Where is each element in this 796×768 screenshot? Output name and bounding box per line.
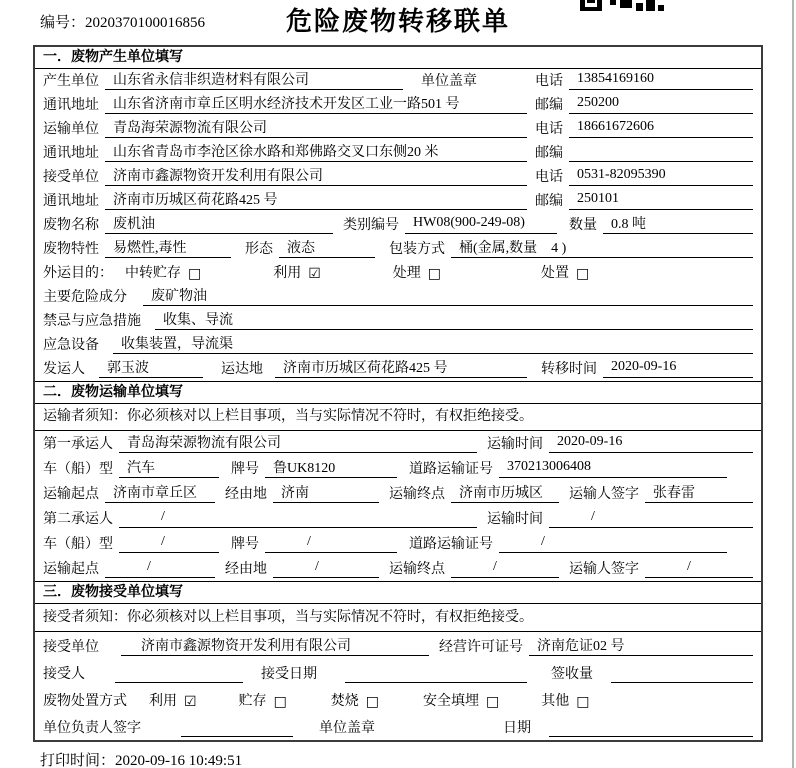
row-head-signature (35, 713, 761, 740)
carrier2-sign-field: / (645, 559, 753, 578)
category-field: HW08(900-249-08) (405, 215, 557, 234)
carrier2-field: / (119, 509, 477, 528)
unit-seal-label: 单位盖章 (421, 74, 477, 89)
option-transfer-storage: 中转贮存 (125, 266, 181, 281)
section3-header: 三．废物接受单位填写 (35, 581, 761, 604)
character-label: 废物特性 (43, 242, 99, 257)
producer-field: 山东省永信非织造材料有限公司 (105, 69, 403, 90)
transporter-zip-field (569, 143, 753, 162)
transport-time-label: 运输时间 (487, 512, 543, 527)
print-time (40, 749, 242, 768)
zip-label: 邮编 (535, 98, 563, 113)
row-carrier2-route (35, 556, 761, 581)
carrier1-end-field: 济南市历城区 (451, 482, 559, 503)
shipper-field: 郭玉波 (99, 357, 203, 378)
row-purpose (35, 261, 761, 285)
transfer-time-field: 2020-09-16 (603, 359, 753, 378)
shipper-label: 发运人 (43, 362, 85, 377)
signed-amount-field (611, 664, 753, 683)
receiver-label: 接受单位 (43, 170, 99, 185)
origin-label: 运输起点 (43, 487, 99, 502)
page-right-edge (792, 0, 794, 768)
head-signature-field (181, 718, 293, 737)
transporter-phone-field: 18661672606 (569, 119, 753, 138)
row-carrier1 (35, 431, 761, 456)
row-carrier1-route (35, 481, 761, 506)
head-signature-label: 单位负责人签字 (43, 721, 141, 736)
accept-date-field (345, 664, 527, 683)
page-title: 危险废物转移联单 (285, 7, 510, 36)
waste-name-field: 废机油 (105, 213, 333, 234)
carrier2-end-field: / (451, 559, 559, 578)
transporter-notice: 运输者须知：你必须核对以上栏目事项，当与实际情况不符时，有权拒绝接受。 (35, 404, 761, 431)
carrier1-vehicle-field: 汽车 (119, 457, 219, 478)
row-waste-name (35, 213, 761, 237)
carrier-sign-label: 运输人签字 (569, 562, 639, 577)
receiver-address-field: 济南市历城区荷花路425 号 (105, 189, 527, 210)
checkbox-use: ☑ (308, 266, 321, 282)
carrier1-plate-field: 鲁UK8120 (265, 457, 397, 478)
transporter-address-field: 山东省青岛市李沧区徐水路和郑佛路交叉口东侧20 米 (105, 141, 527, 162)
receiver-zip-field: 250101 (569, 191, 753, 210)
carrier1-via-field: 济南 (273, 482, 379, 503)
row-accept-unit (35, 632, 761, 659)
vehicle-type-label: 车（船）型 (43, 537, 113, 552)
accept-person-field (115, 664, 243, 683)
transport-time-label: 运输时间 (487, 437, 543, 452)
disposal-method-label: 废物处置方式 (43, 694, 127, 709)
row-producer (35, 69, 761, 93)
vehicle-type-label: 车（船）型 (43, 462, 113, 477)
signed-amount-label: 签收量 (551, 667, 593, 682)
carrier1-time-field: 2020-09-16 (549, 434, 753, 453)
carrier1-label: 第一承运人 (43, 437, 113, 452)
option-dispose: 处置 (541, 266, 570, 281)
transporter-zip-group (535, 142, 753, 162)
carrier2-label: 第二承运人 (43, 512, 113, 527)
via-label: 经由地 (225, 487, 267, 502)
row-producer-address (35, 93, 761, 117)
row-hazard (35, 285, 761, 309)
equipment-label: 应急设备 (43, 338, 99, 353)
carrier2-permit-field: / (499, 534, 727, 553)
category-label: 类别编号 (343, 218, 399, 233)
checkbox-treat: □ (427, 266, 442, 282)
producer-zip-field: 250200 (569, 95, 753, 114)
quantity-field: 0.8 吨 (603, 213, 753, 234)
accept-person-label: 接受人 (43, 667, 85, 682)
carrier-sign-label: 运输人签字 (569, 487, 639, 502)
manifest-form (33, 45, 763, 742)
destination-label: 运达地 (221, 362, 263, 377)
endpoint-label: 运输终点 (389, 487, 445, 502)
origin-label: 运输起点 (43, 562, 99, 577)
phone-label: 电话 (535, 74, 563, 89)
carrier1-field: 青岛海荣源物流有限公司 (119, 432, 477, 453)
hazard-label: 主要危险成分 (43, 290, 127, 305)
date-field (549, 718, 753, 737)
equipment-field: 收集装置，导流渠 (113, 333, 753, 354)
producer-address-field: 山东省济南市章丘区明水经济技术开发区工业一路501 号 (105, 93, 527, 114)
carrier2-vehicle-field: / (119, 534, 219, 553)
character-field: 易燃性,毒性 (105, 237, 231, 258)
option-disposal-incinerate: 焚烧 (330, 694, 359, 709)
section1-body (35, 69, 761, 381)
unit-seal-label: 单位盖章 (319, 721, 375, 736)
transporter-label: 运输单位 (43, 122, 99, 137)
print-time-label: 打印时间： (40, 753, 116, 768)
option-disposal-storage: 贮存 (238, 694, 267, 709)
carrier1-origin-field: 济南市章丘区 (105, 482, 215, 503)
carrier2-origin-field: / (105, 559, 215, 578)
row-accept-person (35, 659, 761, 686)
producer-phone-field: 13854169160 (569, 71, 753, 90)
checkbox-disposal-storage: □ (273, 694, 287, 710)
transporter-field: 青岛海荣源物流有限公司 (105, 117, 527, 138)
accept-unit-label: 接受单位 (43, 640, 99, 655)
section2-body (35, 431, 761, 581)
row-carrier1-vehicle (35, 456, 761, 481)
license-label: 经营许可证号 (439, 640, 523, 655)
row-carrier2 (35, 506, 761, 531)
serial-value: 2020370100016856 (85, 15, 206, 31)
section1-header: 一．废物产生单位填写 (35, 47, 761, 69)
receiver-zip-group (535, 190, 753, 210)
destination-field: 济南市历城区荷花路425 号 (275, 357, 527, 378)
section3-body (35, 632, 761, 740)
checkbox-transfer-storage: □ (188, 266, 202, 282)
print-time-value: 2020-09-16 10:49:51 (115, 753, 243, 768)
taboo-label: 禁忌与应急措施 (43, 314, 141, 329)
receiver-notice: 接受者须知：你必须核对以上栏目事项，当与实际情况不符时，有权拒绝接受。 (35, 604, 761, 632)
row-equipment (35, 333, 761, 357)
row-receiver (35, 165, 761, 189)
row-carrier2-vehicle (35, 531, 761, 556)
option-disposal-use: 利用 (149, 694, 177, 709)
section2-header: 二．废物运输单位填写 (35, 381, 761, 404)
checkbox-disposal-use: ☑ (184, 694, 197, 710)
zip-label: 邮编 (535, 194, 563, 209)
checkbox-disposal-other: □ (576, 694, 590, 710)
row-transporter (35, 117, 761, 141)
zip-label: 邮编 (535, 146, 563, 161)
checkbox-disposal-landfill: □ (486, 694, 500, 710)
via-label: 经由地 (225, 562, 267, 577)
plate-label: 牌号 (231, 462, 259, 477)
receiver-phone-group (535, 166, 753, 186)
row-taboo (35, 309, 761, 333)
endpoint-label: 运输终点 (389, 562, 445, 577)
quantity-label: 数量 (569, 218, 597, 233)
packing-label: 包装方式 (389, 242, 445, 257)
option-use: 利用 (273, 266, 302, 281)
receiver-field: 济南市鑫源物资开发利用有限公司 (105, 165, 527, 186)
option-disposal-other: 其他 (541, 694, 570, 709)
carrier1-permit-field: 370213006408 (499, 459, 727, 478)
purpose-label: 外运目的： (43, 266, 113, 281)
row-receiver-address (35, 189, 761, 213)
transfer-time-label: 转移时间 (541, 362, 597, 377)
address-label: 通讯地址 (43, 146, 99, 161)
transporter-phone-group (535, 118, 753, 138)
form-field: 液态 (279, 237, 375, 258)
row-transporter-address (35, 141, 761, 165)
carrier2-via-field: / (273, 559, 379, 578)
form-label: 形态 (245, 242, 273, 257)
plate-label: 牌号 (231, 537, 259, 552)
row-waste-character (35, 237, 761, 261)
address-label: 通讯地址 (43, 98, 99, 113)
carrier2-time-field: / (549, 509, 753, 528)
phone-label: 电话 (535, 170, 563, 185)
waste-name-label: 废物名称 (43, 218, 99, 233)
taboo-field: 收集、导流 (155, 309, 753, 330)
road-permit-label: 道路运输证号 (409, 462, 493, 477)
producer-zip-group (535, 94, 753, 114)
producer-phone-group (535, 70, 753, 90)
qr-code-icon (580, 0, 664, 11)
serial-label: 编号： (40, 15, 86, 31)
carrier2-plate-field: / (265, 534, 397, 553)
license-field: 济南危证02 号 (529, 635, 753, 656)
option-disposal-landfill: 安全填埋 (423, 694, 480, 709)
accept-unit-field: 济南市鑫源物资开发利用有限公司 (121, 635, 429, 656)
producer-label: 产生单位 (43, 74, 99, 89)
date-label: 日期 (503, 721, 531, 736)
option-treat: 处理 (392, 266, 421, 281)
accept-date-label: 接受日期 (261, 667, 317, 682)
row-shipper (35, 357, 761, 381)
carrier1-sign-field: 张春雷 (645, 482, 753, 503)
receiver-phone-field: 0531-82095390 (569, 167, 753, 186)
row-disposal-method (35, 686, 761, 713)
checkbox-disposal-incinerate: □ (365, 694, 380, 710)
hazard-field: 废矿物油 (143, 285, 753, 306)
phone-label: 电话 (535, 122, 563, 137)
road-permit-label: 道路运输证号 (409, 537, 493, 552)
address-label: 通讯地址 (43, 194, 99, 209)
checkbox-dispose: □ (576, 266, 590, 282)
packing-field: 桶(金属,数量 4 ) (451, 237, 753, 258)
